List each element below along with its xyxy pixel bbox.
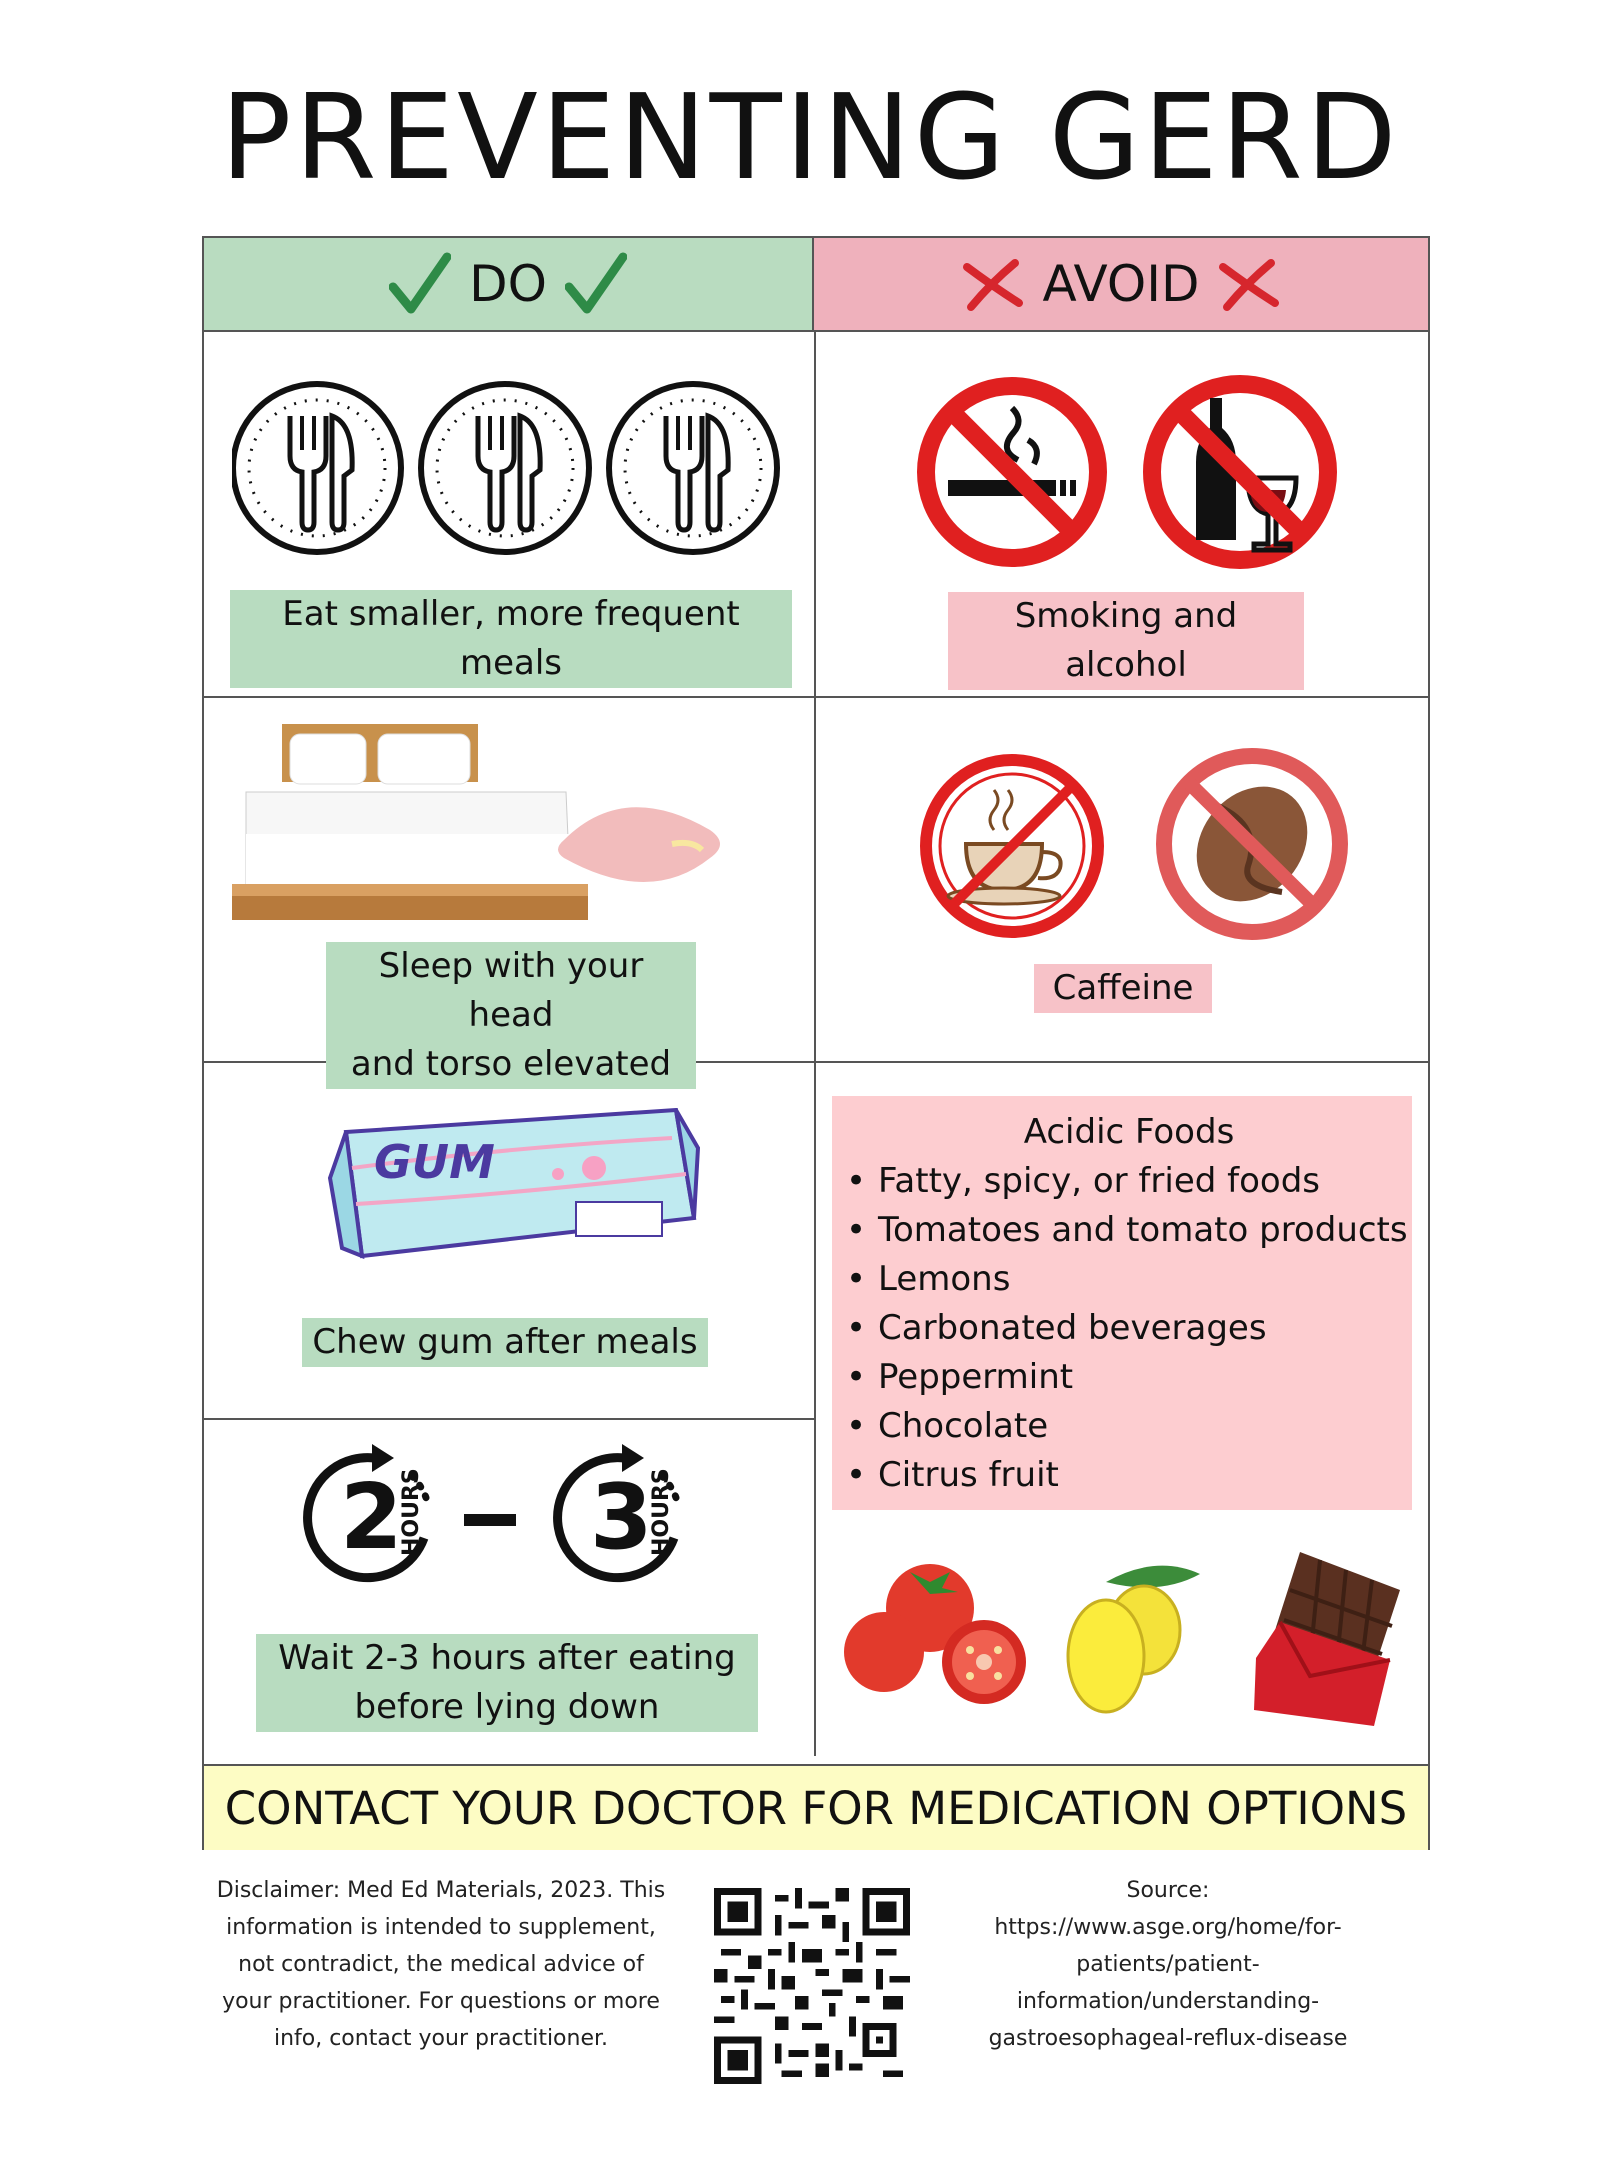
acidic-foods-box	[832, 1096, 1412, 1510]
qr-code-icon[interactable]	[714, 1888, 910, 2084]
bed-pillow-icon	[232, 722, 792, 922]
list-item: • Tomatoes and tomato products	[846, 1206, 1412, 1255]
avoid-label-caffeine: Caffeine	[1034, 964, 1212, 1013]
row-divider	[204, 696, 1428, 698]
label-line: Chew gum after meals	[312, 1322, 698, 1362]
acidic-foods-list	[846, 1157, 1412, 1500]
timer-2-3-hours-icon	[294, 1444, 714, 1584]
tomatoes-icon	[840, 1558, 1040, 1708]
checkmark-icon	[565, 251, 627, 317]
list-item: • Peppermint	[846, 1353, 1412, 1402]
gum-pack-icon	[322, 1108, 702, 1278]
do-avoid-table	[202, 236, 1430, 1850]
list-item: • Carbonated beverages	[846, 1304, 1412, 1353]
lemons-icon	[1060, 1552, 1200, 1722]
list-item: • Fatty, spicy, or fried foods	[846, 1157, 1412, 1206]
no-smoking-icon	[914, 374, 1110, 570]
label-line: Eat smaller, more frequent meals	[282, 594, 740, 683]
source	[958, 1872, 1378, 2057]
cross-icon	[961, 257, 1025, 311]
acidic-foods-title: Acidic Foods	[1023, 1112, 1235, 1152]
avoid-header	[814, 238, 1428, 332]
svg-text:HOURS: HOURS	[649, 1468, 674, 1556]
source-link[interactable]: gastroesophageal-reflux-disease	[988, 2026, 1348, 2051]
list-item: • Citrus fruit	[846, 1451, 1412, 1500]
source-link[interactable]: information/understanding-	[1016, 1989, 1320, 2014]
do-label-wait	[256, 1634, 758, 1732]
do-header	[204, 238, 814, 332]
no-coffee-bean-icon	[1152, 744, 1352, 944]
svg-text:GUM: GUM	[374, 1135, 495, 1189]
source-link[interactable]: https://www.asge.org/home/for-	[994, 1915, 1342, 1940]
svg-text:3: 3	[590, 1465, 653, 1570]
avoid-header-label: AVOID	[1042, 255, 1200, 313]
disclaimer-line: information is intended to supplement,	[226, 1915, 656, 1940]
column-divider	[814, 332, 816, 1756]
svg-text:HOURS: HOURS	[399, 1468, 424, 1556]
label-line: Wait 2-3 hours after eating	[278, 1638, 736, 1678]
svg-text:2: 2	[340, 1465, 403, 1570]
list-item: • Chocolate	[846, 1402, 1412, 1451]
checkmark-icon	[389, 251, 451, 317]
row-divider	[204, 1418, 814, 1420]
contact-doctor-banner: CONTACT YOUR DOCTOR FOR MEDICATION OPTIONS	[204, 1764, 1428, 1850]
cross-icon	[1217, 257, 1281, 311]
disclaimer-line: your practitioner. For questions or more	[222, 1989, 660, 2014]
no-alcohol-icon	[1140, 372, 1340, 572]
no-coffee-icon	[914, 748, 1110, 944]
label-line: before lying down	[354, 1687, 660, 1727]
label-line: and torso elevated	[350, 1044, 672, 1084]
disclaimer-line: Disclaimer: Med Ed Materials, 2023. This	[216, 1878, 666, 1903]
avoid-label-smoking: Smoking and alcohol	[948, 592, 1304, 690]
source-line: Source:	[1126, 1878, 1210, 1903]
do-header-label: DO	[469, 255, 547, 313]
disclaimer	[206, 1872, 676, 2057]
do-label-meals	[230, 590, 792, 688]
source-link[interactable]: patients/patient-	[1076, 1952, 1260, 1977]
chocolate-bar-icon	[1250, 1550, 1410, 1730]
do-label-gum	[302, 1318, 708, 1367]
do-label-sleep	[326, 942, 696, 1089]
page-title: PREVENTING GERD	[220, 68, 1400, 206]
disclaimer-line: not contradict, the medical advice of	[238, 1952, 644, 1977]
disclaimer-line: info, contact your practitioner.	[273, 2026, 609, 2051]
list-item: • Lemons	[846, 1255, 1412, 1304]
plate-utensils-icon	[232, 378, 792, 558]
label-line: Sleep with your head	[378, 946, 644, 1035]
